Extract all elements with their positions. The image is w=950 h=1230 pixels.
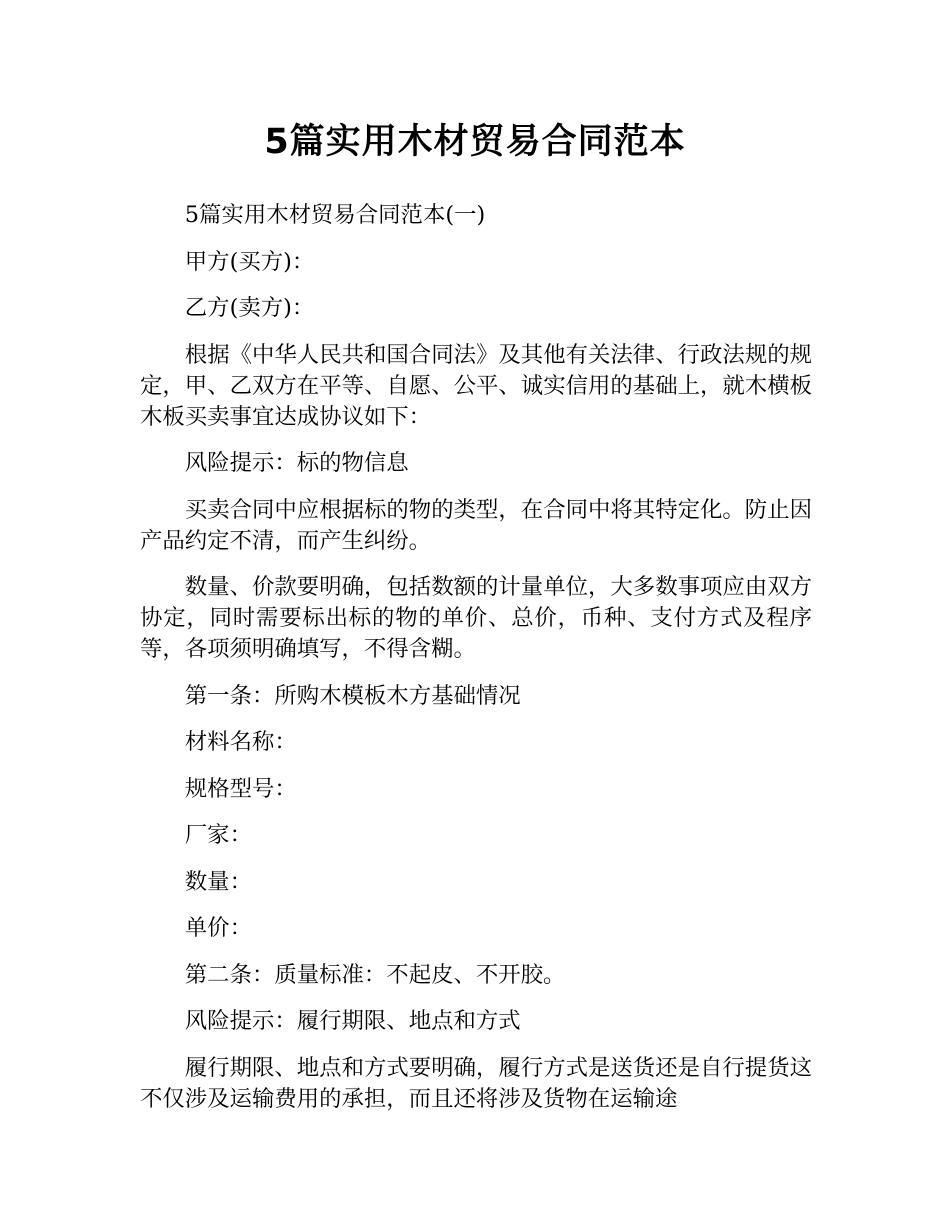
- paragraph-risk-subject: 风险提示：标的物信息: [184, 450, 409, 476]
- document-title: 5篇实用木材贸易合同范本: [264, 122, 686, 162]
- paragraph-spec-model: 规格型号：: [184, 775, 297, 802]
- paragraph-party-a: 甲方(买方)：: [184, 248, 315, 275]
- paragraph-manufacturer: 厂家：: [184, 822, 252, 848]
- paragraph-article-2: 第二条：质量标准：不起皮、不开胶。: [184, 961, 566, 988]
- paragraph-contract-heading: 5篇实用木材贸易合同范本(一): [184, 202, 486, 228]
- paragraph-preamble: 根据《中华人民共和国合同法》及其他有关法律、行政法规的规定，甲、乙双方在平等、自愿、公平、诚实信用的基础上，就木横板木板买卖事宜达成协议如下：: [140, 341, 812, 430]
- paragraph-unit-price: 单价：: [184, 915, 252, 941]
- paragraph-price-note: 数量、价款要明确，包括数额的计量单位，大多数事项应由双方协定，同时需要标出标的物的单价、总价，币种、支付方式及程序等，各项须明确填写，不得含糊。: [140, 574, 812, 662]
- paragraph-delivery-note: 履行期限、地点和方式要明确，履行方式是送货还是自行提货这不仅涉及运输费用的承担，而且还将涉及货物在运输途: [140, 1054, 812, 1112]
- paragraph-quantity: 数量：: [184, 868, 252, 895]
- paragraph-article-1: 第一条：所购木模板木方基础情况: [184, 682, 521, 709]
- paragraph-material-name: 材料名称：: [184, 729, 297, 755]
- paragraph-party-b: 乙方(卖方)：: [184, 295, 315, 321]
- paragraph-risk-delivery: 风险提示：履行期限、地点和方式: [184, 1008, 521, 1034]
- paragraph-subject-note: 买卖合同中应根据标的物的类型，在合同中将其特定化。防止因产品约定不清，而产生纠纷。: [140, 496, 812, 554]
- document-body: [140, 200, 812, 1130]
